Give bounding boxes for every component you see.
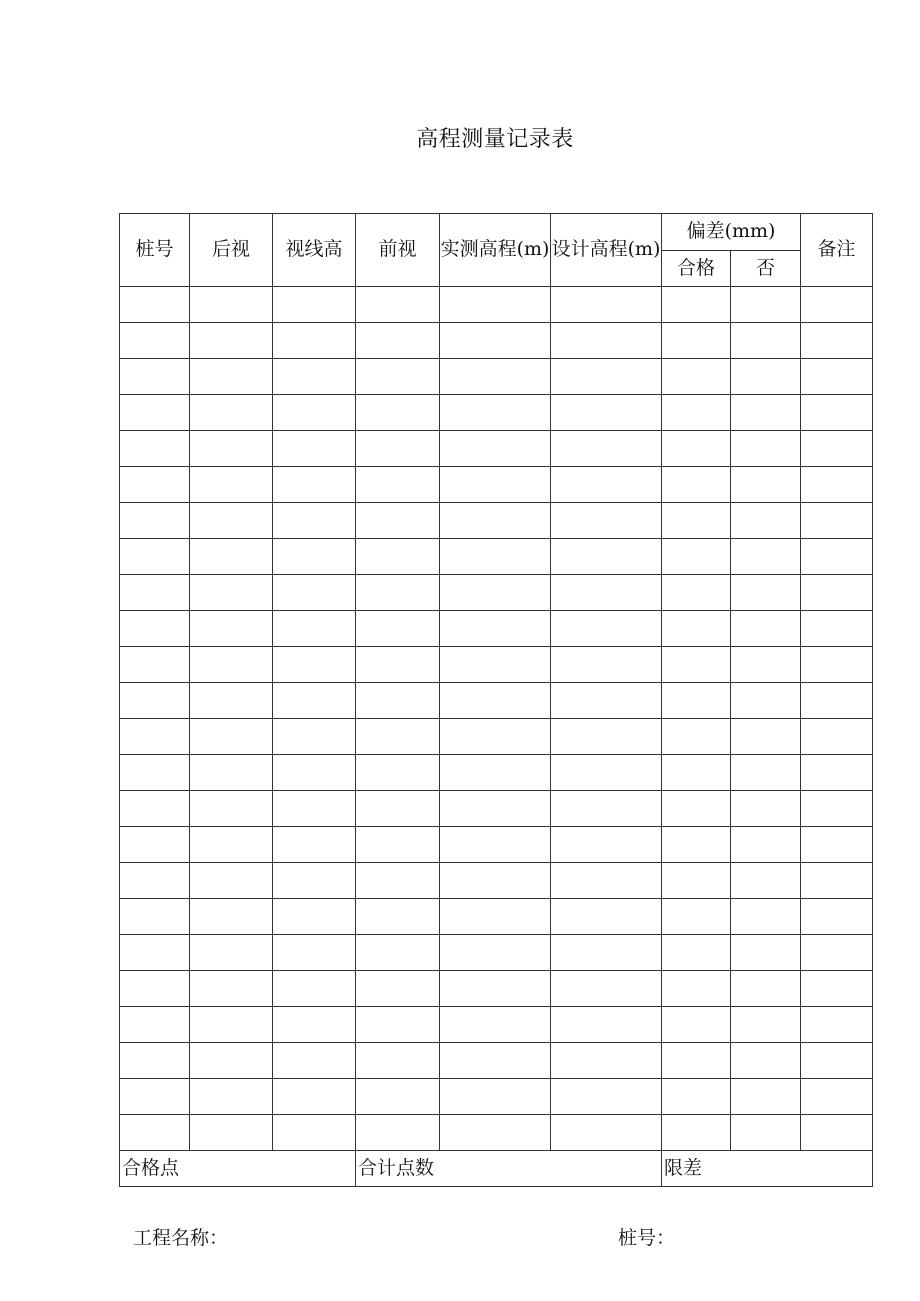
footer-station-label: 桩号： [618,1227,676,1249]
table-cell[interactable] [440,503,551,539]
table-cell[interactable] [731,1115,801,1151]
table-cell[interactable] [273,611,356,647]
table-row [120,611,873,647]
table-cell[interactable] [731,323,801,359]
header-measured-elevation: 实测高程(m) [440,214,551,287]
table-cell[interactable] [190,683,273,719]
table-cell[interactable] [551,395,662,431]
table-cell[interactable] [273,719,356,755]
table-cell[interactable] [273,863,356,899]
table-cell[interactable] [356,1115,440,1151]
table-row [120,647,873,683]
table-row [120,899,873,935]
table-cell[interactable] [273,323,356,359]
table-row [120,467,873,503]
header-design-elevation: 设计高程(m) [551,214,662,287]
table-row [120,1043,873,1079]
table-cell[interactable] [356,467,440,503]
table-cell[interactable] [273,287,356,323]
table-cell[interactable] [356,647,440,683]
table-cell[interactable] [551,971,662,1007]
table-cell[interactable] [551,1079,662,1115]
header-deviation-fail: 否 [731,251,801,287]
table-cell[interactable] [273,1115,356,1151]
summary-pass-points: 合格点 [120,1151,356,1187]
table-row [120,1007,873,1043]
table-cell[interactable] [440,899,551,935]
table-cell[interactable] [356,791,440,827]
table-cell[interactable] [731,1043,801,1079]
table-cell[interactable] [440,611,551,647]
table-cell[interactable] [120,359,190,395]
table-cell[interactable] [120,1079,190,1115]
table-cell[interactable] [120,575,190,611]
table-row [120,431,873,467]
table-cell[interactable] [120,431,190,467]
table-cell[interactable] [801,503,873,539]
table-row [120,971,873,1007]
table-cell[interactable] [551,683,662,719]
table-cell[interactable] [801,575,873,611]
header-backsight: 后视 [190,214,273,287]
table-cell[interactable] [356,575,440,611]
table-cell[interactable] [120,287,190,323]
table-cell[interactable] [356,503,440,539]
table-row [120,323,873,359]
table-cell[interactable] [801,1079,873,1115]
table-cell[interactable] [440,395,551,431]
table-row [120,1079,873,1115]
header-station: 桩号 [120,214,190,287]
table-cell[interactable] [273,755,356,791]
table-cell[interactable] [190,1007,273,1043]
table-cell[interactable] [356,899,440,935]
table-cell[interactable] [120,1043,190,1079]
table-cell[interactable] [190,503,273,539]
table-row [120,827,873,863]
table-cell[interactable] [273,1079,356,1115]
table-cell[interactable] [551,359,662,395]
table-cell[interactable] [731,539,801,575]
table-cell[interactable] [801,791,873,827]
table-cell[interactable] [356,287,440,323]
table-cell[interactable] [440,755,551,791]
table-cell[interactable] [662,287,731,323]
table-cell[interactable] [551,467,662,503]
table-cell[interactable] [190,971,273,1007]
table-cell[interactable] [273,647,356,683]
table-cell[interactable] [731,467,801,503]
table-cell[interactable] [273,935,356,971]
table-cell[interactable] [801,719,873,755]
table-row [120,755,873,791]
table-cell[interactable] [662,1115,731,1151]
table-cell[interactable] [273,899,356,935]
table-cell[interactable] [801,323,873,359]
table-cell[interactable] [731,863,801,899]
table-cell[interactable] [120,827,190,863]
header-foresight: 前视 [356,214,440,287]
table-cell[interactable] [190,935,273,971]
table-cell[interactable] [731,287,801,323]
table-cell[interactable] [801,395,873,431]
table-cell[interactable] [440,647,551,683]
table-cell[interactable] [662,503,731,539]
table-cell[interactable] [731,683,801,719]
table-cell[interactable] [551,935,662,971]
table-cell[interactable] [120,899,190,935]
table-cell[interactable] [440,359,551,395]
table-cell[interactable] [662,431,731,467]
table-cell[interactable] [440,539,551,575]
table-cell[interactable] [190,1079,273,1115]
table-cell[interactable] [273,431,356,467]
table-cell[interactable] [662,611,731,647]
table-cell[interactable] [120,503,190,539]
table-cell[interactable] [801,431,873,467]
table-cell[interactable] [801,539,873,575]
table-cell[interactable] [273,1007,356,1043]
table-cell[interactable] [731,899,801,935]
table-cell[interactable] [120,611,190,647]
table-cell[interactable] [120,755,190,791]
table-row [120,935,873,971]
table-cell[interactable] [120,683,190,719]
header-instrument-height: 视线高 [273,214,356,287]
table-cell[interactable] [662,395,731,431]
project-name-label: 工程名称： [133,1227,229,1249]
table-cell[interactable] [120,539,190,575]
table-cell[interactable] [440,431,551,467]
table-cell[interactable] [801,1007,873,1043]
table-cell[interactable] [731,503,801,539]
table-cell[interactable] [662,467,731,503]
table-cell[interactable] [190,863,273,899]
table-cell[interactable] [120,647,190,683]
table-cell[interactable] [120,323,190,359]
table-cell[interactable] [440,827,551,863]
table-cell[interactable] [190,467,273,503]
table-row [120,503,873,539]
table-cell[interactable] [356,935,440,971]
table-cell[interactable] [801,683,873,719]
table-cell[interactable] [356,971,440,1007]
table-cell[interactable] [440,1115,551,1151]
table-cell[interactable] [551,323,662,359]
table-cell[interactable] [440,323,551,359]
table-cell[interactable] [551,287,662,323]
header-deviation: 偏差(mm) [662,214,801,251]
table-cell[interactable] [273,575,356,611]
table-cell[interactable] [662,719,731,755]
table-cell[interactable] [551,1115,662,1151]
table-cell[interactable] [731,575,801,611]
table-row [120,719,873,755]
table-cell[interactable] [356,539,440,575]
table-cell[interactable] [662,1079,731,1115]
table-cell[interactable] [801,287,873,323]
table-cell[interactable] [731,611,801,647]
table-cell[interactable] [551,791,662,827]
table-cell[interactable] [662,935,731,971]
table-cell[interactable] [551,647,662,683]
table-row [120,575,873,611]
table-cell[interactable] [551,863,662,899]
table-cell[interactable] [120,467,190,503]
table-cell[interactable] [801,863,873,899]
table-cell[interactable] [356,683,440,719]
elevation-record-table [119,213,873,1187]
table-cell[interactable] [440,683,551,719]
table-cell[interactable] [731,755,801,791]
table-cell[interactable] [801,755,873,791]
table-cell[interactable] [801,1043,873,1079]
table-cell[interactable] [801,827,873,863]
table-cell[interactable] [801,1115,873,1151]
table-cell[interactable] [662,1043,731,1079]
table-cell[interactable] [190,359,273,395]
table-cell[interactable] [801,971,873,1007]
table-cell[interactable] [731,791,801,827]
table-cell[interactable] [190,899,273,935]
table-cell[interactable] [440,935,551,971]
table-cell[interactable] [273,683,356,719]
table-cell[interactable] [273,1043,356,1079]
table-cell[interactable] [356,827,440,863]
table-cell[interactable] [120,791,190,827]
table-cell[interactable] [440,791,551,827]
table-cell[interactable] [801,611,873,647]
table-cell[interactable] [273,539,356,575]
table-cell[interactable] [120,719,190,755]
table-cell[interactable] [801,899,873,935]
table-cell[interactable] [190,1043,273,1079]
table-cell[interactable] [120,1007,190,1043]
table-cell[interactable] [440,863,551,899]
table-cell[interactable] [662,323,731,359]
table-cell[interactable] [190,431,273,467]
table-cell[interactable] [356,1079,440,1115]
table-cell[interactable] [662,971,731,1007]
table-cell[interactable] [356,755,440,791]
table-cell[interactable] [551,899,662,935]
table-row [120,287,873,323]
table-row [120,1115,873,1151]
table-cell[interactable] [356,611,440,647]
table-cell[interactable] [551,827,662,863]
table-cell[interactable] [273,395,356,431]
table-row [120,791,873,827]
table-cell[interactable] [731,431,801,467]
table-cell[interactable] [731,647,801,683]
table-cell[interactable] [662,1007,731,1043]
table-cell[interactable] [356,359,440,395]
table-cell[interactable] [731,719,801,755]
header-remarks: 备注 [801,214,873,287]
table-cell[interactable] [440,719,551,755]
table-cell[interactable] [190,1115,273,1151]
table-cell[interactable] [662,647,731,683]
table-row [120,359,873,395]
table-cell[interactable] [662,539,731,575]
table-cell[interactable] [190,791,273,827]
table-row [120,683,873,719]
table-cell[interactable] [731,827,801,863]
summary-total-points: 合计点数 [356,1151,662,1187]
table-cell[interactable] [120,971,190,1007]
table-cell[interactable] [662,791,731,827]
table-cell[interactable] [190,755,273,791]
table-cell[interactable] [273,791,356,827]
table-cell[interactable] [356,395,440,431]
table-cell[interactable] [120,863,190,899]
table-cell[interactable] [440,467,551,503]
table-cell[interactable] [731,1007,801,1043]
table-cell[interactable] [120,1115,190,1151]
table-cell[interactable] [801,467,873,503]
table-cell[interactable] [662,755,731,791]
table-cell[interactable] [662,359,731,395]
page-title: 高程测量记录表 [416,127,574,152]
table-row [120,539,873,575]
table-cell[interactable] [190,611,273,647]
table-cell[interactable] [356,719,440,755]
table-cell[interactable] [190,395,273,431]
table-body [120,287,873,1151]
table-cell[interactable] [662,899,731,935]
table-cell[interactable] [731,935,801,971]
table-cell[interactable] [356,863,440,899]
table-cell[interactable] [190,719,273,755]
table-cell[interactable] [440,1007,551,1043]
table-cell[interactable] [551,755,662,791]
header-deviation-pass: 合格 [662,251,731,287]
table-cell[interactable] [120,935,190,971]
table-cell[interactable] [551,1007,662,1043]
table-cell[interactable] [440,971,551,1007]
table-cell[interactable] [440,1043,551,1079]
table-cell[interactable] [190,827,273,863]
table-cell[interactable] [440,1079,551,1115]
table-cell[interactable] [662,575,731,611]
table-cell[interactable] [731,359,801,395]
table-cell[interactable] [662,863,731,899]
table-cell[interactable] [731,971,801,1007]
table-cell[interactable] [551,539,662,575]
table-cell[interactable] [801,935,873,971]
table-cell[interactable] [440,287,551,323]
table-cell[interactable] [273,359,356,395]
table-cell[interactable] [801,647,873,683]
table-row [120,395,873,431]
table-cell[interactable] [273,503,356,539]
table-cell[interactable] [551,431,662,467]
table-cell[interactable] [731,395,801,431]
table-cell[interactable] [551,575,662,611]
table-cell[interactable] [120,395,190,431]
table-cell[interactable] [551,503,662,539]
table-cell[interactable] [190,539,273,575]
table-cell[interactable] [190,575,273,611]
summary-tolerance: 限差 [662,1151,873,1187]
table-cell[interactable] [551,611,662,647]
table-cell[interactable] [356,323,440,359]
table-cell[interactable] [731,1079,801,1115]
table-cell[interactable] [662,827,731,863]
table-cell[interactable] [273,971,356,1007]
table-cell[interactable] [190,323,273,359]
table-cell[interactable] [356,1043,440,1079]
table-cell[interactable] [273,827,356,863]
table-cell[interactable] [190,647,273,683]
table-cell[interactable] [356,431,440,467]
table-cell[interactable] [551,1043,662,1079]
table-row [120,863,873,899]
table-cell[interactable] [190,287,273,323]
table-cell[interactable] [273,467,356,503]
table-cell[interactable] [551,719,662,755]
table-cell[interactable] [801,359,873,395]
table-cell[interactable] [440,575,551,611]
table-cell[interactable] [356,1007,440,1043]
table-cell[interactable] [662,683,731,719]
